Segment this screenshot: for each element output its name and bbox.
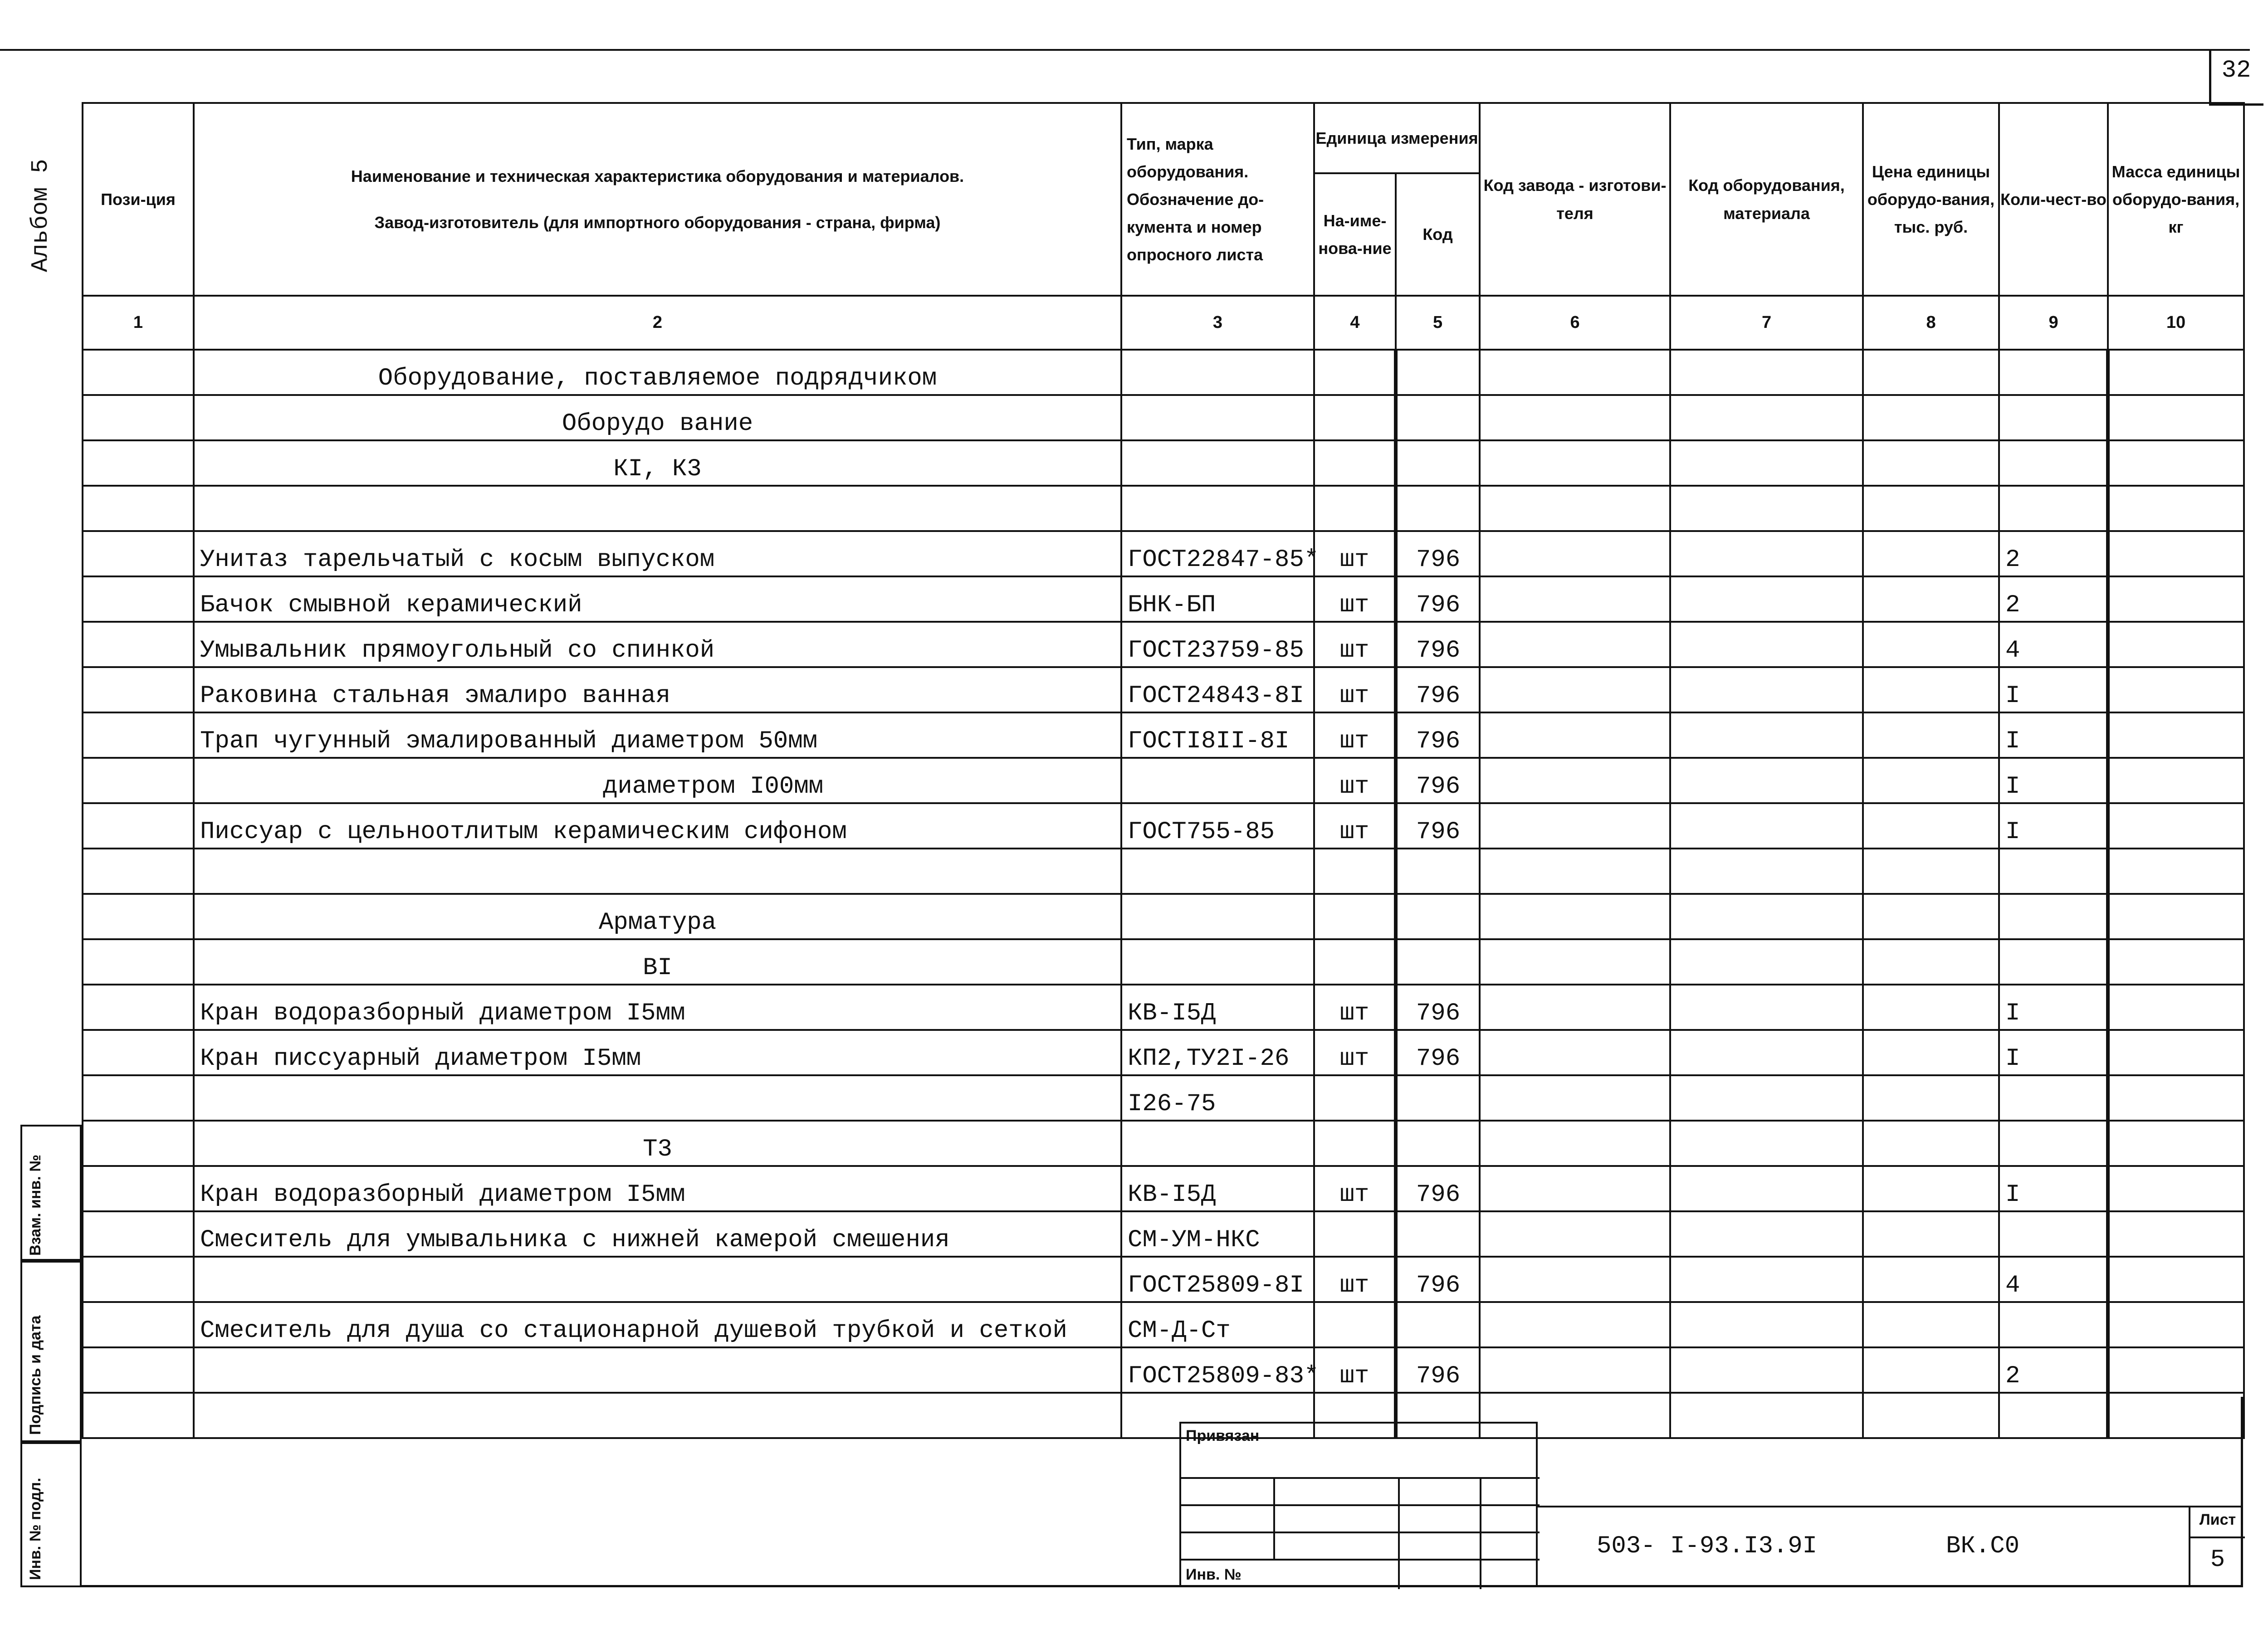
- cell-name: Т3: [194, 1121, 1121, 1166]
- cell-position: [83, 1257, 194, 1302]
- cell-name: [194, 486, 1121, 531]
- cell-factory-code: [1480, 486, 1670, 531]
- cell-name: КI, К3: [194, 440, 1121, 486]
- cell-mass: [2108, 667, 2244, 712]
- cell-equipment-code: [1670, 849, 1863, 894]
- cell-unit: шт: [1314, 803, 1396, 849]
- cell-mass: [2108, 758, 2244, 803]
- table-row: [83, 622, 2244, 667]
- cell-quantity: I: [1999, 712, 2108, 758]
- cell-price: [1863, 939, 1999, 985]
- cell-equipment-code: [1670, 1121, 1863, 1166]
- table-row: [83, 849, 2244, 894]
- cell-equipment-code: [1670, 1166, 1863, 1211]
- cell-equipment-code: [1670, 622, 1863, 667]
- table-row: [83, 1302, 2244, 1347]
- cell-quantity: 2: [1999, 1347, 2108, 1393]
- cell-type: КП2,ТУ2I-26: [1121, 1030, 1314, 1075]
- cell-price: [1863, 985, 1999, 1030]
- cell-price: [1863, 1302, 1999, 1347]
- cell-mass: [2108, 531, 2244, 576]
- cell-price: [1863, 758, 1999, 803]
- cell-equipment-code: [1670, 939, 1863, 985]
- cell-factory-code: [1480, 849, 1670, 894]
- cell-quantity: 4: [1999, 1257, 2108, 1302]
- sheet-number-box: [2189, 1507, 2243, 1587]
- cell-name: Оборудование, поставляемое подрядчиком: [194, 350, 1121, 395]
- cell-quantity: [1999, 486, 2108, 531]
- title-block: [1538, 1506, 2243, 1587]
- table-row: [83, 440, 2244, 486]
- cell-price: [1863, 894, 1999, 939]
- cell-equipment-code: [1670, 531, 1863, 576]
- cell-name: Кран водоразборный диаметром I5мм: [194, 985, 1121, 1030]
- header-name-line1: Наименование и техническая характеристика оборудования и материалов.: [351, 167, 964, 186]
- cell-position: [83, 985, 194, 1030]
- cell-mass: [2108, 1121, 2244, 1166]
- col-num-5: 5: [1396, 296, 1480, 350]
- cell-type: [1121, 486, 1314, 531]
- col-num-10: 10: [2108, 296, 2244, 350]
- cell-type: [1121, 1121, 1314, 1166]
- cell-type: СМ-Д-Ст: [1121, 1302, 1314, 1347]
- cell-code: 796: [1396, 667, 1480, 712]
- cell-equipment-code: [1670, 712, 1863, 758]
- cell-factory-code: [1480, 1166, 1670, 1211]
- cell-unit: шт: [1314, 1166, 1396, 1211]
- cell-mass: [2108, 803, 2244, 849]
- cell-type: [1121, 849, 1314, 894]
- specification-table: [82, 102, 2245, 1439]
- table-row: [83, 1347, 2244, 1393]
- cell-equipment-code: [1670, 576, 1863, 622]
- cell-code: 796: [1396, 622, 1480, 667]
- cell-unit: шт: [1314, 985, 1396, 1030]
- cell-name: Умывальник прямоугольный со спинкой: [194, 622, 1121, 667]
- cell-name: Бачок смывной керамический: [194, 576, 1121, 622]
- cell-type: КВ-I5Д: [1121, 985, 1314, 1030]
- cell-type: КВ-I5Д: [1121, 1166, 1314, 1211]
- cell-position: [83, 667, 194, 712]
- cell-price: [1863, 1211, 1999, 1257]
- table-row: [83, 1211, 2244, 1257]
- cell-code: [1396, 350, 1480, 395]
- cell-mass: [2108, 1030, 2244, 1075]
- header-unit-code: Код: [1396, 173, 1480, 296]
- cell-type: ГОСТ25809-83*: [1121, 1347, 1314, 1393]
- cell-factory-code: [1480, 1030, 1670, 1075]
- cell-quantity: [1999, 1211, 2108, 1257]
- cell-code: 796: [1396, 576, 1480, 622]
- cell-unit: шт: [1314, 667, 1396, 712]
- cell-mass: [2108, 849, 2244, 894]
- cell-quantity: I: [1999, 985, 2108, 1030]
- cell-unit: шт: [1314, 758, 1396, 803]
- table-row: [83, 1257, 2244, 1302]
- cell-mass: [2108, 395, 2244, 440]
- cell-quantity: [1999, 1121, 2108, 1166]
- cell-factory-code: [1480, 350, 1670, 395]
- sheet-number: 5: [2210, 1546, 2225, 1574]
- side-stamp-inventory: [20, 1442, 82, 1587]
- col-num-6: 6: [1480, 296, 1670, 350]
- cell-code: 796: [1396, 531, 1480, 576]
- cell-factory-code: [1480, 1211, 1670, 1257]
- cell-unit: шт: [1314, 712, 1396, 758]
- binding-stamp: [1179, 1422, 1538, 1587]
- cell-position: [83, 1347, 194, 1393]
- table-row: [83, 531, 2244, 576]
- cell-position: [83, 531, 194, 576]
- cell-type: I26-75: [1121, 1075, 1314, 1121]
- cell-equipment-code: [1670, 1211, 1863, 1257]
- cell-factory-code: [1480, 395, 1670, 440]
- cell-price: [1863, 1257, 1999, 1302]
- table-row: [83, 894, 2244, 939]
- cell-mass: [2108, 939, 2244, 985]
- cell-mass: [2108, 985, 2244, 1030]
- cell-position: [83, 1302, 194, 1347]
- cell-equipment-code: [1670, 803, 1863, 849]
- cell-equipment-code: [1670, 1257, 1863, 1302]
- cell-code: [1396, 1302, 1480, 1347]
- table-row: [83, 350, 2244, 395]
- cell-name: ВI: [194, 939, 1121, 985]
- header-factory-code: Код завода - изготови-теля: [1480, 103, 1670, 296]
- header-name: [194, 103, 1121, 296]
- cell-quantity: 2: [1999, 531, 2108, 576]
- cell-name: Смеситель для умывальника с нижней камерой смешения: [194, 1211, 1121, 1257]
- cell-name: [194, 1257, 1121, 1302]
- table-row: [83, 395, 2244, 440]
- cell-price: [1863, 622, 1999, 667]
- binding-stamp-inventory: Инв. №: [1186, 1566, 1242, 1583]
- cell-equipment-code: [1670, 667, 1863, 712]
- cell-position: [83, 1166, 194, 1211]
- table-row: [83, 1166, 2244, 1211]
- cell-factory-code: [1480, 440, 1670, 486]
- header-name-line2: Завод-изготовитель (для импортного оборудования - страна, фирма): [374, 213, 941, 232]
- table-row: [83, 667, 2244, 712]
- cell-price: [1863, 1030, 1999, 1075]
- side-stamp-replace-label: Взам. инв. №: [27, 1154, 44, 1256]
- side-stamp-replace: [20, 1125, 82, 1261]
- cell-quantity: [1999, 849, 2108, 894]
- cell-type: [1121, 395, 1314, 440]
- table-row: [83, 1121, 2244, 1166]
- cell-type: ГОСТ25809-8I: [1121, 1257, 1314, 1302]
- cell-mass: [2108, 440, 2244, 486]
- cell-type: ГОСТ22847-85*: [1121, 531, 1314, 576]
- cell-quantity: 2: [1999, 576, 2108, 622]
- header-mass: Масса единицы оборудо-вания, кг: [2108, 103, 2244, 296]
- cell-factory-code: [1480, 939, 1670, 985]
- col-num-8: 8: [1863, 296, 1999, 350]
- cell-name: Унитаз тарельчатый с косым выпуском: [194, 531, 1121, 576]
- cell-type: [1121, 758, 1314, 803]
- cell-mass: [2108, 486, 2244, 531]
- cell-unit: [1314, 1075, 1396, 1121]
- cell-unit: [1314, 849, 1396, 894]
- header-equipment-code: Код оборудования, материала: [1670, 103, 1863, 296]
- cell-code: [1396, 486, 1480, 531]
- cell-equipment-code: [1670, 1030, 1863, 1075]
- cell-price: [1863, 350, 1999, 395]
- cell-price: [1863, 486, 1999, 531]
- cell-unit: [1314, 440, 1396, 486]
- cell-price: [1863, 1347, 1999, 1393]
- cell-code: 796: [1396, 758, 1480, 803]
- cell-quantity: I: [1999, 803, 2108, 849]
- cell-code: [1396, 849, 1480, 894]
- table-row: [83, 712, 2244, 758]
- cell-quantity: I: [1999, 667, 2108, 712]
- cell-factory-code: [1480, 803, 1670, 849]
- cell-equipment-code: [1670, 486, 1863, 531]
- cell-position: [83, 1121, 194, 1166]
- cell-code: [1396, 939, 1480, 985]
- cell-position: [83, 576, 194, 622]
- column-number-row: [83, 296, 2244, 350]
- cell-type: [1121, 440, 1314, 486]
- cell-mass: [2108, 576, 2244, 622]
- cell-code: 796: [1396, 1347, 1480, 1393]
- cell-equipment-code: [1670, 395, 1863, 440]
- cell-factory-code: [1480, 1257, 1670, 1302]
- cell-unit: [1314, 939, 1396, 985]
- side-stamp: [20, 1125, 82, 1587]
- cell-unit: шт: [1314, 1030, 1396, 1075]
- cell-position: [83, 939, 194, 985]
- cell-position: [83, 1030, 194, 1075]
- cell-code: [1396, 1121, 1480, 1166]
- cell-code: 796: [1396, 1257, 1480, 1302]
- cell-quantity: [1999, 395, 2108, 440]
- cell-price: [1863, 440, 1999, 486]
- cell-equipment-code: [1670, 1347, 1863, 1393]
- cell-code: 796: [1396, 1166, 1480, 1211]
- cell-equipment-code: [1670, 440, 1863, 486]
- side-stamp-inventory-label: Инв. № подл.: [27, 1478, 44, 1580]
- cell-equipment-code: [1670, 1075, 1863, 1121]
- cell-unit: [1314, 395, 1396, 440]
- cell-mass: [2108, 1302, 2244, 1347]
- cell-factory-code: [1480, 1121, 1670, 1166]
- cell-unit: шт: [1314, 1257, 1396, 1302]
- cell-name: Писсуар с цельноотлитым керамическим сифоном: [194, 803, 1121, 849]
- table-row: [83, 758, 2244, 803]
- table-row: [83, 1030, 2244, 1075]
- cell-equipment-code: [1670, 350, 1863, 395]
- cell-unit: шт: [1314, 1347, 1396, 1393]
- cell-code: [1396, 395, 1480, 440]
- cell-type: [1121, 939, 1314, 985]
- cell-type: [1121, 894, 1314, 939]
- cell-price: [1863, 1075, 1999, 1121]
- cell-mass: [2108, 1347, 2244, 1393]
- col-num-4: 4: [1314, 296, 1396, 350]
- side-stamp-signature: [20, 1261, 82, 1442]
- cell-code: [1396, 440, 1480, 486]
- cell-mass: [2108, 1257, 2244, 1302]
- cell-name: Арматура: [194, 894, 1121, 939]
- cell-code: 796: [1396, 803, 1480, 849]
- cell-mass: [2108, 894, 2244, 939]
- cell-factory-code: [1480, 758, 1670, 803]
- specification-body: [83, 350, 2244, 1438]
- header-type: Тип, марка оборудования. Обозначение до-кумента и номер опросного листа: [1121, 103, 1314, 296]
- cell-type: ГОСТ755-85: [1121, 803, 1314, 849]
- header-position: Пози-ция: [83, 103, 194, 296]
- cell-unit: [1314, 350, 1396, 395]
- col-num-2: 2: [194, 296, 1121, 350]
- cell-code: [1396, 894, 1480, 939]
- cell-position: [83, 1211, 194, 1257]
- table-row: [83, 939, 2244, 985]
- cell-mass: [2108, 1211, 2244, 1257]
- cell-name: диаметром I00мм: [194, 758, 1121, 803]
- cell-name: Оборудо вание: [194, 395, 1121, 440]
- binding-stamp-label: Привязан: [1186, 1427, 1260, 1444]
- table-row: [83, 1075, 2244, 1121]
- cell-code: [1396, 1075, 1480, 1121]
- cell-name: Кран писсуарный диаметром I5мм: [194, 1030, 1121, 1075]
- cell-position: [83, 1075, 194, 1121]
- cell-factory-code: [1480, 576, 1670, 622]
- top-border-line: [0, 49, 2250, 51]
- cell-unit: шт: [1314, 531, 1396, 576]
- cell-quantity: [1999, 440, 2108, 486]
- cell-position: [83, 486, 194, 531]
- cell-price: [1863, 849, 1999, 894]
- cell-position: [83, 712, 194, 758]
- cell-unit: [1314, 1211, 1396, 1257]
- cell-mass: [2108, 712, 2244, 758]
- cell-price: [1863, 803, 1999, 849]
- header-price: Цена единицы оборудо-вания, тыс. руб.: [1863, 103, 1999, 296]
- cell-unit: [1314, 486, 1396, 531]
- cell-equipment-code: [1670, 985, 1863, 1030]
- cell-price: [1863, 531, 1999, 576]
- side-stamp-signature-label: Подпись и дата: [27, 1315, 44, 1435]
- cell-factory-code: [1480, 894, 1670, 939]
- cell-type: ГОСТI8II-8I: [1121, 712, 1314, 758]
- cell-quantity: [1999, 894, 2108, 939]
- page-number: 32: [2221, 57, 2251, 84]
- cell-position: [83, 622, 194, 667]
- document-mark: ВК.С0: [1946, 1532, 2020, 1560]
- table-row: [83, 576, 2244, 622]
- cell-quantity: I: [1999, 1030, 2108, 1075]
- cell-quantity: [1999, 939, 2108, 985]
- cell-position: [83, 849, 194, 894]
- cell-type: [1121, 350, 1314, 395]
- cell-unit: [1314, 1302, 1396, 1347]
- cell-factory-code: [1480, 985, 1670, 1030]
- cell-equipment-code: [1670, 894, 1863, 939]
- col-num-3: 3: [1121, 296, 1314, 350]
- cell-quantity: 4: [1999, 622, 2108, 667]
- col-num-9: 9: [1999, 296, 2108, 350]
- cell-factory-code: [1480, 531, 1670, 576]
- cell-name: [194, 1347, 1121, 1393]
- cell-code: 796: [1396, 712, 1480, 758]
- header-unit-name: На-име-нова-ние: [1314, 173, 1396, 296]
- table-row: [83, 486, 2244, 531]
- sheet-label: Лист: [2190, 1511, 2245, 1538]
- cell-position: [83, 350, 194, 395]
- cell-name: [194, 1075, 1121, 1121]
- cell-name: Кран водоразборный диаметром I5мм: [194, 1166, 1121, 1211]
- col-num-1: 1: [83, 296, 194, 350]
- cell-unit: [1314, 894, 1396, 939]
- cell-price: [1863, 1166, 1999, 1211]
- cell-mass: [2108, 350, 2244, 395]
- cell-name: Раковина стальная эмалиро ванная: [194, 667, 1121, 712]
- table-row: [83, 985, 2244, 1030]
- album-label: Альбом 5: [27, 159, 54, 272]
- cell-code: 796: [1396, 1030, 1480, 1075]
- cell-quantity: I: [1999, 1166, 2108, 1211]
- cell-price: [1863, 712, 1999, 758]
- header-unit-group: Единица измерения: [1314, 103, 1480, 173]
- cell-type: ГОСТ24843-8I: [1121, 667, 1314, 712]
- cell-unit: шт: [1314, 576, 1396, 622]
- cell-position: [83, 894, 194, 939]
- cell-factory-code: [1480, 622, 1670, 667]
- header-quantity: Коли-чест-во: [1999, 103, 2108, 296]
- cell-equipment-code: [1670, 1302, 1863, 1347]
- cell-price: [1863, 1121, 1999, 1166]
- cell-factory-code: [1480, 1075, 1670, 1121]
- cell-factory-code: [1480, 712, 1670, 758]
- cell-code: [1396, 1211, 1480, 1257]
- cell-type: СМ-УМ-НКС: [1121, 1211, 1314, 1257]
- cell-name: Смеситель для душа со стационарной душевой трубкой и сеткой: [194, 1302, 1121, 1347]
- cell-name: [194, 849, 1121, 894]
- col-num-7: 7: [1670, 296, 1863, 350]
- cell-price: [1863, 667, 1999, 712]
- table-row: [83, 803, 2244, 849]
- cell-equipment-code: [1670, 758, 1863, 803]
- cell-type: ГОСТ23759-85: [1121, 622, 1314, 667]
- cell-mass: [2108, 622, 2244, 667]
- binding-stamp-grid: [1181, 1424, 1540, 1589]
- cell-factory-code: [1480, 1302, 1670, 1347]
- cell-quantity: [1999, 1302, 2108, 1347]
- cell-position: [83, 440, 194, 486]
- cell-price: [1863, 576, 1999, 622]
- cell-quantity: I: [1999, 758, 2108, 803]
- cell-position: [83, 395, 194, 440]
- cell-factory-code: [1480, 1347, 1670, 1393]
- cell-unit: шт: [1314, 622, 1396, 667]
- cell-price: [1863, 395, 1999, 440]
- cell-mass: [2108, 1075, 2244, 1121]
- cell-mass: [2108, 1166, 2244, 1211]
- cell-name: Трап чугунный эмалированный диаметром 50мм: [194, 712, 1121, 758]
- cell-position: [83, 758, 194, 803]
- cell-code: 796: [1396, 985, 1480, 1030]
- cell-quantity: [1999, 1075, 2108, 1121]
- cell-type: БНК-БП: [1121, 576, 1314, 622]
- cell-position: [83, 803, 194, 849]
- document-code: 503- I-93.I3.9I: [1597, 1532, 1818, 1560]
- cell-factory-code: [1480, 667, 1670, 712]
- cell-unit: [1314, 1121, 1396, 1166]
- cell-quantity: [1999, 350, 2108, 395]
